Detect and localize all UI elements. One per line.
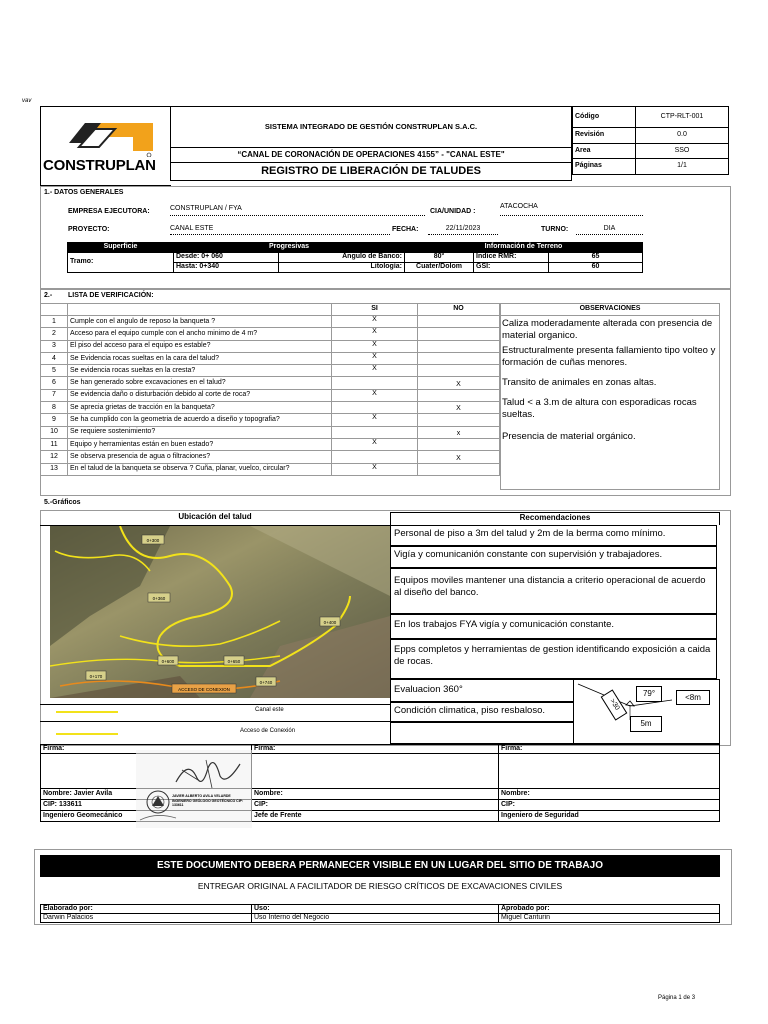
logo-box: [40, 106, 171, 186]
proyecto-value: CANAL ESTE: [170, 225, 390, 235]
empresa-value: CONSTRUPLAN / FYA: [170, 205, 425, 216]
observation: Talud < a 3.m de altura con esporadicas rocas sueltas.: [502, 397, 697, 420]
item-si: [332, 451, 418, 463]
item-si: X: [332, 340, 418, 352]
item-number: 4: [41, 352, 68, 364]
item-no: [418, 389, 500, 401]
item-no: [418, 365, 500, 377]
item-no: [418, 463, 500, 475]
th-progresivas: Progresivas: [174, 243, 405, 253]
role-1: Ingeniero Geomecánico: [41, 811, 252, 822]
uso-label: Uso:: [252, 905, 499, 914]
item-number: 2: [41, 328, 68, 340]
firma-label-1: Firma:: [41, 745, 252, 754]
recommendation: Equipos moviles mantener una distancia a criterio operacional de acuerdo al diseño del banco.: [390, 568, 717, 614]
general-section: [40, 186, 731, 289]
item-si: X: [332, 389, 418, 401]
observation: Caliza moderadamente alterada con presencia de material organico.: [502, 318, 713, 341]
meta-value: 1/1: [636, 159, 729, 175]
item-number: 8: [41, 402, 68, 414]
item-no: [418, 340, 500, 352]
firma-label-3: Firma:: [499, 745, 720, 754]
item-si: X: [332, 328, 418, 340]
cia-value: ATACOCHA: [500, 203, 643, 216]
meta-value: SSO: [636, 144, 729, 159]
gsi-label: GSI:: [474, 263, 549, 273]
legend-canal: Canal este: [255, 707, 284, 713]
corner-mark: vav: [22, 98, 32, 104]
item-question: Se ha cumplido con la geometria de acuerdo a diseño y topografia?: [68, 414, 332, 426]
stamp-text: JAVIER ALBERTO AVILA VELARDE INGENIERO GEÓLOGO GEOTÉCNICO CIP: 133611: [172, 794, 244, 808]
item-no: X: [418, 377, 500, 389]
legend-canal-swatch: [56, 711, 118, 713]
item-si: [332, 377, 418, 389]
doc-title: REGISTRO DE LIBERACIÓN DE TALUDES: [171, 163, 572, 181]
checklist-row: [41, 426, 500, 438]
item-si: X: [332, 414, 418, 426]
map-label: 0+740: [259, 680, 273, 685]
project-title: “CANAL DE CORONACIÓN DE OPERACIONES 4155” - "CANAL ESTE": [171, 148, 572, 163]
item-number: 7: [41, 389, 68, 401]
item-number: 3: [41, 340, 68, 352]
recs-title: Recomendaciones: [390, 512, 720, 525]
apro-label: Aprobado por:: [499, 905, 720, 914]
section-5-title: 5.-Gráficos: [44, 499, 81, 506]
item-question: Se han generado sobre excavaciones en el talud?: [68, 377, 332, 389]
item-no: x: [418, 426, 500, 438]
item-number: 11: [41, 438, 68, 450]
cip-1: CIP: 133611: [41, 800, 252, 811]
map-label: 0+650: [227, 659, 241, 664]
recommendation: Epps completos y herramientas de gestion identificando exposición a caida de rocas.: [390, 639, 717, 679]
col-no: NO: [418, 304, 500, 316]
apro-value: Miguel Canturin: [499, 914, 720, 923]
lito-value: Cuater/Dolom: [405, 263, 474, 273]
rmr-value: 65: [549, 253, 643, 263]
item-number: 1: [41, 316, 68, 328]
terrain-table: [67, 242, 643, 273]
cip-2: CIP:: [252, 800, 499, 811]
item-question: Se evidencia daño o disturbación debido al corte de roca?: [68, 389, 332, 401]
recommendation: Evaluacion 360°: [390, 679, 574, 702]
item-number: 10: [41, 426, 68, 438]
meta-label: Area: [573, 144, 636, 159]
signature-stamp: [136, 746, 252, 830]
checklist-table: [40, 303, 500, 476]
legend-acceso-swatch: [56, 733, 118, 735]
item-question: Equipo y herramientas están en buen estado?: [68, 438, 332, 450]
recommendation-empty: [390, 722, 574, 744]
item-si: X: [332, 352, 418, 364]
cia-label: CIA/UNIDAD :: [430, 208, 476, 215]
tramo-label: Tramo:: [68, 253, 174, 273]
item-no: [418, 352, 500, 364]
uso-value: Uso Interno del Negocio: [252, 914, 499, 923]
role-3: Ingeniero de Seguridad: [499, 811, 720, 822]
item-no: X: [418, 402, 500, 414]
item-question: Se Evidencia rocas sueltas en la cara del talud?: [68, 352, 332, 364]
item-number: 12: [41, 451, 68, 463]
desde: Desde: 0+ 060: [174, 253, 279, 263]
angulo-label: Angulo de Banco:: [279, 253, 405, 263]
map-label: 0+400: [323, 620, 337, 625]
notice-banner: ESTE DOCUMENTO DEBERA PERMANECER VISIBLE EN UN LUGAR DEL SITIO DE TRABAJO: [40, 855, 720, 877]
nombre-1: Nombre: Javier Avila: [41, 789, 252, 800]
checklist-row: [41, 352, 500, 364]
item-si: X: [332, 438, 418, 450]
page-number: Página 1 de 3: [658, 995, 696, 1001]
location-map: [50, 526, 390, 698]
item-si: [332, 402, 418, 414]
recommendation: En los trabajos FYA vigía y comunicación constante.: [390, 614, 717, 639]
recommendation: Condición climatica, piso resbaloso.: [390, 702, 574, 722]
checklist-title: LISTA DE VERIFICACIÓN:: [68, 292, 154, 299]
construplan-logo-icon: [55, 121, 155, 157]
firma-label-2: Firma:: [252, 745, 499, 754]
proyecto-label: PROYECTO:: [68, 226, 110, 233]
header-meta-table: [572, 106, 729, 175]
item-si: X: [332, 463, 418, 475]
deliver-notice: ENTREGAR ORIGINAL A FACILITADOR DE RIESGO CRÍTICOS DE EXCAVACIONES CIVILES: [197, 881, 563, 891]
item-si: [332, 426, 418, 438]
sketch-width: 5m: [630, 716, 662, 732]
observation: Presencia de material orgánico.: [502, 431, 636, 442]
hasta: Hasta: 0+340: [174, 263, 279, 273]
turno-value: DIA: [576, 225, 643, 235]
item-number: 9: [41, 414, 68, 426]
meta-label: Código: [573, 107, 636, 128]
nombre-2: Nombre:: [252, 789, 499, 800]
nombre-3: Nombre:: [499, 789, 720, 800]
elab-value: Darwin Palacios: [41, 914, 252, 923]
item-no: [418, 438, 500, 450]
observation: Estructuralmente presenta fallamiento tipo volteo y formación de cuñas menores.: [502, 345, 716, 368]
legend-acceso: Acceso de Conexión: [240, 728, 296, 734]
checklist-row: [41, 438, 500, 450]
item-no: [418, 328, 500, 340]
th-info: Información de Terreno: [405, 243, 643, 253]
sketch-angle: 79°: [636, 686, 662, 702]
item-question: Se aprecia grietas de tracción en la banqueta?: [68, 402, 332, 414]
item-si: X: [332, 316, 418, 328]
meta-label: Revisión: [573, 128, 636, 144]
footer-table: [40, 904, 720, 923]
item-number: 6: [41, 377, 68, 389]
location-title: Ubicación del talud: [40, 512, 390, 526]
item-question: Cumple con el angulo de reposo la banqueta ?: [68, 316, 332, 328]
fecha-value: 22/11/2023: [428, 225, 498, 235]
recommendation: Personal de piso a 3m del talud y 2m de la berma como mínimo.: [390, 525, 717, 546]
elab-label: Elaborado por:: [41, 905, 252, 914]
col-obs: OBSERVACIONES: [501, 304, 720, 316]
meta-label: Páginas: [573, 159, 636, 175]
col-si: SI: [332, 304, 418, 316]
checklist-row: [41, 402, 500, 414]
checklist-row: [41, 389, 500, 401]
system-title: SISTEMA INTEGRADO DE GESTIÓN CONSTRUPLAN S.A.C.: [171, 107, 572, 148]
item-number: 13: [41, 463, 68, 475]
item-question: Se observa presencia de agua o filtraciones?: [68, 451, 332, 463]
observation: Transito de animales en zonas altas.: [502, 377, 657, 388]
angulo-value: 80°: [405, 253, 474, 263]
checklist-row: [41, 451, 500, 463]
map-label: 0+300: [146, 538, 160, 543]
checklist-row: [41, 328, 500, 340]
item-question: En el talud de la banqueta se observa ? Cuña, planar, vuelco, circular?: [68, 463, 332, 475]
meta-value: 0.0: [636, 128, 729, 144]
rmr-label: Indice RMR:: [474, 253, 549, 263]
map-label: 0+600: [161, 659, 175, 664]
map-label: 0+170: [89, 674, 103, 679]
checklist-row: [41, 340, 500, 352]
item-no: [418, 316, 500, 328]
checklist-row: [41, 414, 500, 426]
lito-label: Litología:: [279, 263, 405, 273]
section-2-number: 2.-: [44, 292, 53, 299]
item-question: El piso del acceso para el equipo es estable?: [68, 340, 332, 352]
map-label: 0+360: [152, 596, 166, 601]
cip-3: CIP:: [499, 800, 720, 811]
logo-text: CONSTRUPLAN: [43, 157, 156, 174]
map-label: ACCESO DE CONEXION: [178, 687, 230, 692]
item-question: Se requiere sostenimiento?: [68, 426, 332, 438]
item-number: 5: [41, 365, 68, 377]
meta-value: CTP-RLT-001: [636, 107, 729, 128]
checklist-row: [41, 463, 500, 475]
turno-label: TURNO:: [541, 226, 569, 233]
sketch-slope: >30: [601, 689, 628, 720]
checklist-row: [41, 377, 500, 389]
checklist-row: [41, 365, 500, 377]
item-si: X: [332, 365, 418, 377]
empresa-label: EMPRESA EJECUTORA:: [68, 208, 150, 215]
gsi-value: 60: [549, 263, 643, 273]
role-2: Jefe de Frente: [252, 811, 499, 822]
sketch-height: <8m: [676, 690, 710, 705]
fecha-label: FECHA:: [392, 226, 419, 233]
header-title-table: [170, 106, 572, 181]
section-1-title: 1.- DATOS GENERALES: [44, 189, 124, 196]
slope-sketch: [574, 679, 720, 744]
item-no: X: [418, 451, 500, 463]
th-superficie: Superficie: [68, 243, 174, 253]
item-no: [418, 414, 500, 426]
checklist-row: [41, 316, 500, 328]
legend-divider: [40, 721, 390, 722]
item-question: Acceso para el equipo cumple con el ancho minimo de 4 m?: [68, 328, 332, 340]
item-question: Se evidencia rocas sueltas en la cresta?: [68, 365, 332, 377]
recommendation: Vigía y comunicanión constante con supervisión y trabajadores.: [390, 546, 717, 568]
